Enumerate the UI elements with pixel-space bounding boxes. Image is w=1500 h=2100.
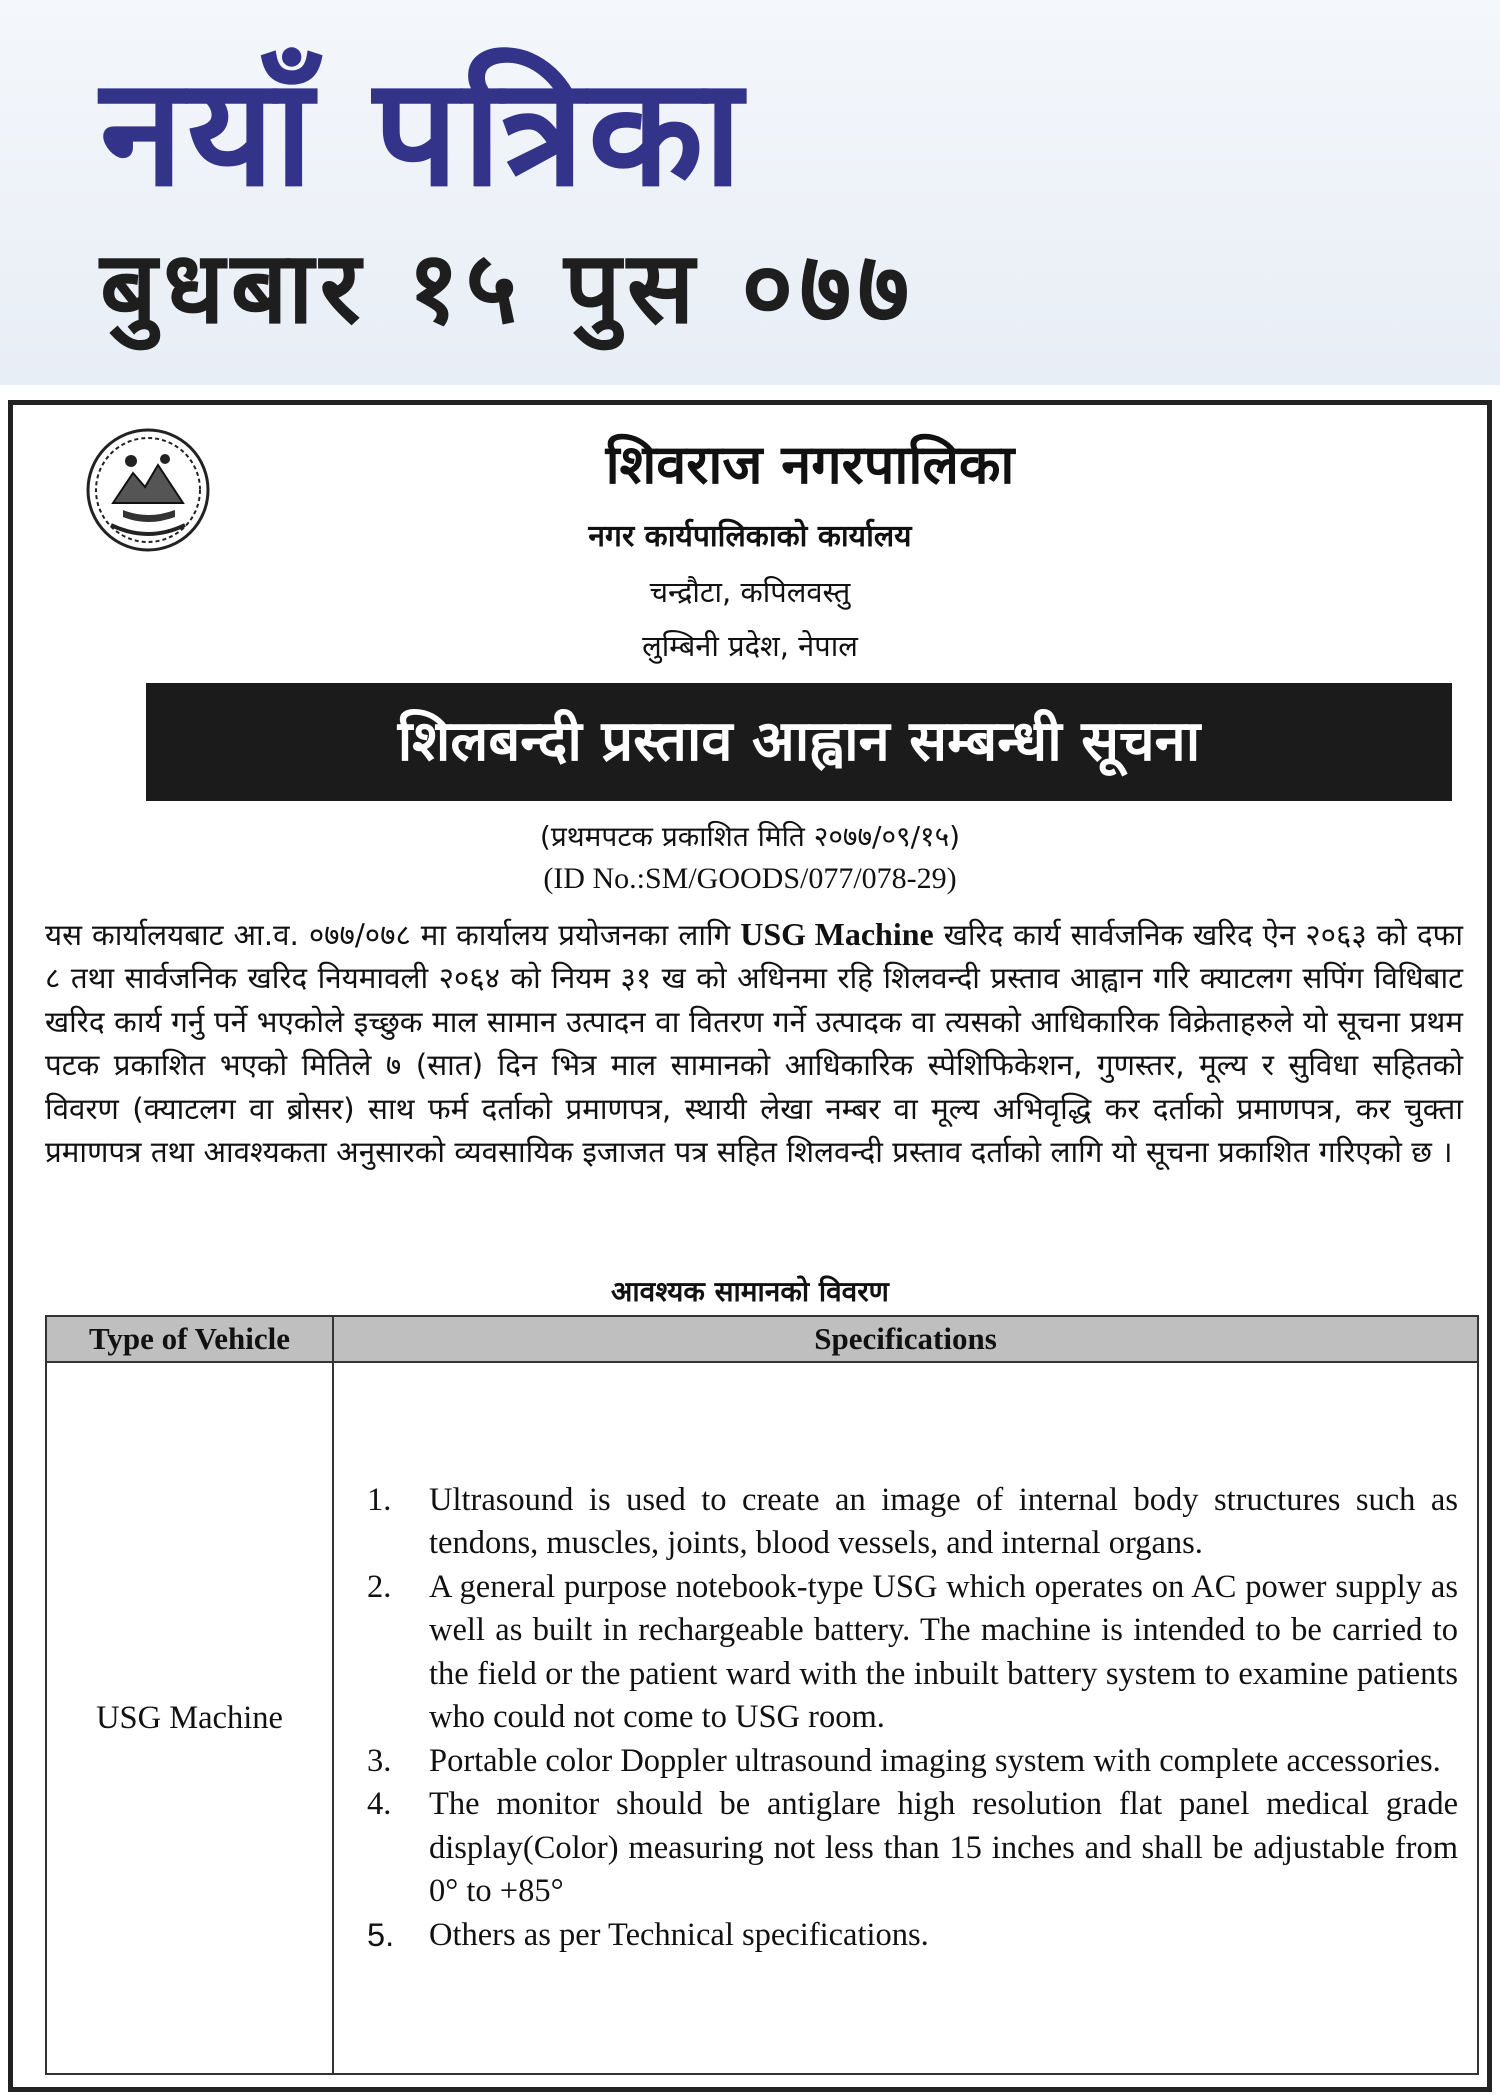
address-line-1: चन्द्रौटा, कपिलवस्तु <box>649 575 851 609</box>
spec-text: Ultrasound is used to create an image of internal body structures such as tendons, muscles, joints, blood vessels, and internal organs. <box>429 1481 1458 1562</box>
newspaper-title: नयाँ पत्रिका <box>100 46 747 220</box>
office-name: नगर कार्यपालिकाको कार्यालय <box>588 519 912 554</box>
address-line-2: लुम्बिनी प्रदेश, नेपाल <box>642 629 858 663</box>
spec-text: The monitor should be antiglare high resolution flat panel medical grade display(Color) measuring not less than 15 inches and shall be adjustable from 0° to +85° <box>429 1786 1458 1910</box>
vehicle-cell: USG Machine <box>46 1362 333 2074</box>
spec-number: 2. <box>367 1568 392 1605</box>
table-header-row <box>46 1316 1478 1362</box>
list-item <box>353 1740 1458 1784</box>
header-specifications: Specifications <box>333 1316 1478 1362</box>
newspaper-masthead <box>0 0 1500 385</box>
specifications-table <box>45 1315 1479 2075</box>
spec-text: A general purpose notebook-type USG which operates on AC power supply as well as built in rechargeable battery. The machine is intended to be carried to the field or the patient ward with the inbuilt battery system to examine patients who could not come to USG room. <box>429 1568 1458 1736</box>
notice-box <box>8 400 1492 2092</box>
spec-text: Others as per Technical specifications. <box>429 1916 929 1953</box>
issue-date: बुधबार १५ पुस ०७७ <box>100 229 916 346</box>
specs-cell <box>333 1362 1478 2074</box>
spec-number: 3. <box>367 1742 392 1779</box>
notice-title-banner: शिलबन्दी प्रस्ताव आह्वान सम्बन्धी सूचना <box>146 683 1452 801</box>
list-item <box>353 1783 1458 1914</box>
body-text-end: खरिद कार्य सार्वजनिक खरिद ऐन २०६३ को दफा ८ तथा सार्वजनिक खरिद नियमावली २०६४ को नियम ३१ ख को अधिनमा रहि शिलवन्दी प्रस्ताव आह्वान गरि क्याटलग सपिंग विधिबाट खरिद कार्य गर्नु पर्ने भएकोले इच्छुक माल सामान उत्पादन वा वितरण गर्ने उत्पादक वा त्यसको आधिकारिक विक्रेताहरुले यो सूचना प्रथम पटक प्रकाशित भएको मितिले ७ (सात) दिन भित्र माल सामानको आधिकारिक स्पेशिफिकेशन, गुणस्तर, मूल्य र सुविधा सहितको विवरण (क्याटलग वा ब्रोसर) साथ फर्म दर्ताको प्रमाणपत्र, स्थायी लेखा नम्बर वा मूल्य अभिवृद्धि कर दर्ताको प्रमाणपत्र, कर चुक्ता प्रमाणपत्र तथा आवश्यकता अनुसारको व्यवसायिक इजाजत पत्र सहित शिलवन्दी प्रस्ताव दर्ताको लागि यो सूचना प्रकाशित गरिएको छ । <box>45 918 1463 1170</box>
id-number: (ID No.:SM/GOODS/077/078-29) <box>543 862 957 895</box>
spec-text: Portable color Doppler ultrasound imaging system with complete accessories. <box>429 1742 1441 1779</box>
published-date: (प्रथमपटक प्रकाशित मिति २०७७/०९/१५) <box>539 820 961 853</box>
spec-number: 5. <box>367 1916 395 1953</box>
organization-name: शिवराज नगरपालिका <box>605 433 1015 496</box>
notice-body <box>45 913 1463 1174</box>
header-type-of-vehicle: Type of Vehicle <box>46 1316 333 1362</box>
spec-number: 4. <box>367 1786 392 1823</box>
list-item <box>353 1479 1458 1566</box>
specs-list <box>335 1475 1476 1962</box>
section-title: आवश्यक सामानको विवरण <box>611 1275 889 1308</box>
spec-number: 1. <box>367 1481 392 1518</box>
item-name-bold: USG Machine <box>740 916 934 952</box>
list-item <box>353 1914 1458 1958</box>
table-row <box>46 1362 1478 2074</box>
list-item <box>353 1566 1458 1740</box>
body-text-start: यस कार्यालयबाट आ.व. ०७७/०७८ मा कार्यालय प्रयोजनका लागि <box>45 918 741 952</box>
